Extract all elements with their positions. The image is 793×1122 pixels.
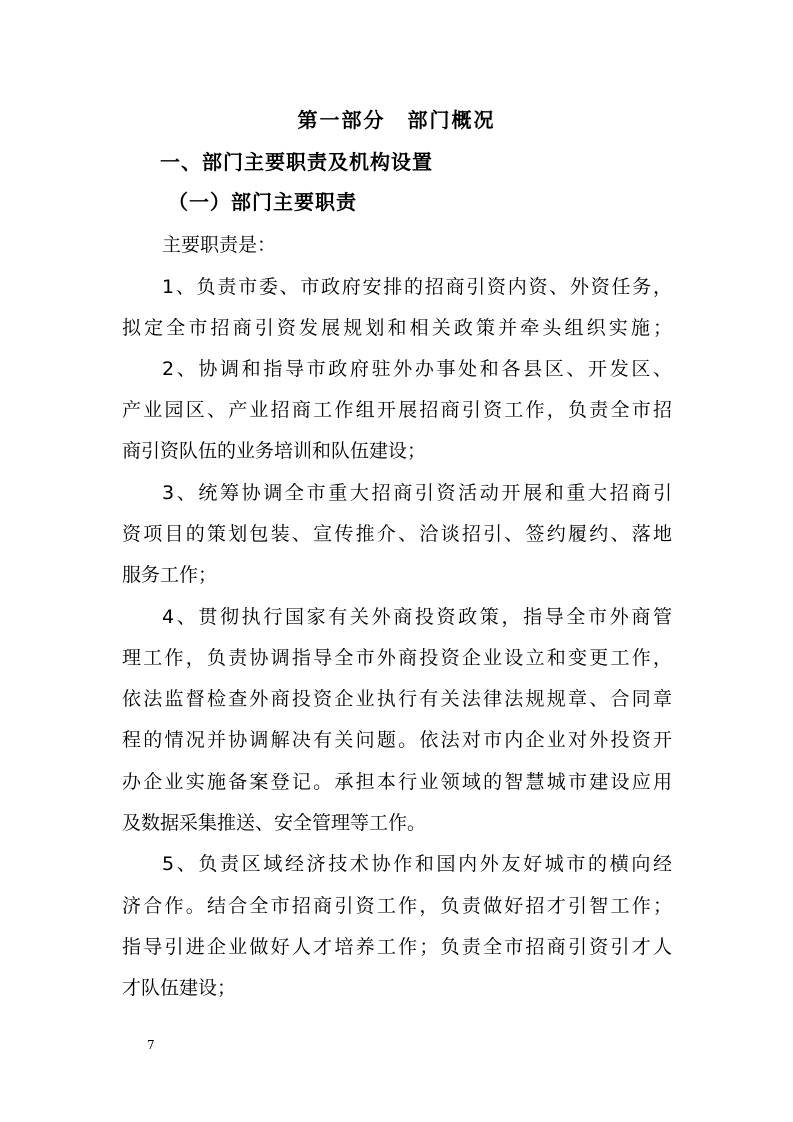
title-part: 第一部分 [297,108,386,132]
section-heading: 一、部门主要职责及机构设置 [160,150,433,174]
paragraph-line: 3、统筹协调全市重大招商引资活动开展和重大招商引 [162,482,672,504]
paragraph-line: 主要职责是： [162,234,277,256]
paragraph-line: 理工作，负责协调指导全市外商投资企业设立和变更工作， [122,647,672,669]
page-title [0,104,793,133]
paragraph-line: 济合作。结合全市招商引资工作，负责做好招才引智工作； [122,895,672,917]
paragraph-line: 指导引进企业做好人才培养工作；负责全市招商引资引才人 [122,936,672,958]
subsection-heading: （一）部门主要职责 [168,190,357,214]
paragraph-line: 4、贯彻执行国家有关外商投资政策，指导全市外商管 [162,606,672,628]
paragraph-line: 及数据采集推送、安全管理等工作。 [122,812,427,834]
paragraph-line: 依法监督检查外商投资企业执行有关法律法规规章、合同章 [122,688,672,710]
paragraph-line: 2、协调和指导市政府驻外办事处和各县区、开发区、 [162,358,672,380]
paragraph-line: 资项目的策划包装、宣传推介、洽谈招引、签约履约、落地 [122,523,672,545]
paragraph-line: 拟定全市招商引资发展规划和相关政策并牵头组织实施； [122,317,672,339]
paragraph-line: 服务工作； [122,564,218,586]
paragraph-line: 商引资队伍的业务培训和队伍建设； [122,440,427,462]
title-name: 部门概况 [407,108,496,132]
paragraph-line: 5、负责区域经济技术协作和国内外友好城市的横向经 [162,853,672,875]
paragraph-line: 程的情况并协调解决有关问题。依法对市内企业对外投资开 [122,729,672,751]
paragraph-line: 才队伍建设； [122,977,237,999]
paragraph-line: 1、负责市委、市政府安排的招商引资内资、外资任务， [162,276,672,298]
page-number: 7 [147,1038,155,1052]
paragraph-line: 办企业实施备案登记。承担本行业领域的智慧城市建设应用 [122,771,672,793]
paragraph-line: 产业园区、产业招商工作组开展招商引资工作，负责全市招 [122,399,672,421]
